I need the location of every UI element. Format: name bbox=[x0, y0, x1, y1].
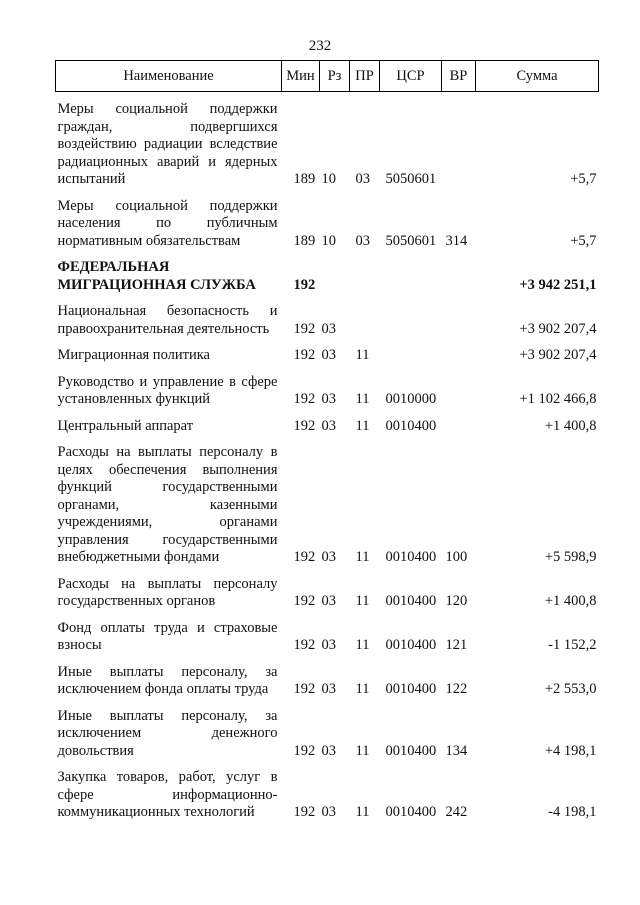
cell-rz: 10 bbox=[321, 171, 336, 187]
cell-name: Руководство и управление в сфере установленных функций bbox=[57, 373, 278, 407]
cell-csr: 5050601 bbox=[385, 171, 437, 187]
table-row bbox=[56, 303, 599, 338]
cell-rz: 03 bbox=[321, 549, 336, 565]
cell-name: Иные выплаты персоналу, за исключением фонда оплаты труда bbox=[57, 663, 278, 697]
cell-pr: 11 bbox=[355, 742, 370, 759]
cell-min: 192 bbox=[293, 276, 316, 293]
header-rz: Рз bbox=[320, 61, 350, 92]
row-spacer bbox=[56, 294, 599, 303]
cell-vr bbox=[442, 418, 476, 436]
cell-csr: 0010400 bbox=[385, 742, 437, 759]
row-spacer-cell bbox=[56, 189, 599, 198]
cell-vr bbox=[442, 259, 476, 294]
cell-pr: 11 bbox=[355, 593, 370, 609]
row-spacer-cell bbox=[56, 435, 599, 444]
row-spacer-cell bbox=[56, 699, 599, 708]
cell-min: 192 bbox=[293, 320, 316, 337]
cell-sum: +3 902 207,4 bbox=[519, 320, 597, 337]
cell-name: Фонд оплаты труда и страховые взносы bbox=[57, 619, 278, 653]
table-row bbox=[56, 374, 599, 409]
row-spacer bbox=[56, 365, 599, 374]
cell-name: Национальная безопасность и правоохранительная деятельность bbox=[57, 303, 278, 337]
cell-pr: 03 bbox=[355, 232, 370, 249]
budget-table bbox=[55, 60, 599, 822]
row-spacer-cell bbox=[56, 92, 599, 102]
table-row bbox=[56, 769, 599, 822]
row-spacer bbox=[56, 699, 599, 708]
cell-rz: 03 bbox=[321, 637, 336, 653]
cell-csr bbox=[380, 303, 442, 338]
cell-sum: +1 102 466,8 bbox=[519, 391, 597, 407]
row-spacer bbox=[56, 92, 599, 102]
cell-min: 189 bbox=[293, 232, 316, 249]
cell-vr bbox=[442, 347, 476, 365]
cell-pr: 11 bbox=[355, 391, 370, 407]
cell-pr: 11 bbox=[355, 417, 370, 434]
cell-sum: +5 598,9 bbox=[544, 549, 597, 565]
cell-vr: 122 bbox=[445, 681, 468, 697]
cell-min: 192 bbox=[293, 681, 316, 697]
cell-vr: 242 bbox=[445, 804, 468, 820]
cell-name: Меры социальной поддержки населения по публичным нормативным обязательствам bbox=[57, 197, 278, 249]
cell-rz: 03 bbox=[321, 593, 336, 609]
cell-sum: -1 152,2 bbox=[548, 637, 597, 653]
cell-vr: 134 bbox=[445, 742, 468, 759]
cell-sum: +5,7 bbox=[570, 171, 597, 187]
table-row bbox=[56, 101, 599, 189]
cell-pr: 11 bbox=[355, 637, 370, 653]
table-row bbox=[56, 347, 599, 365]
cell-rz: 03 bbox=[321, 681, 336, 697]
row-spacer bbox=[56, 409, 599, 418]
row-spacer-cell bbox=[56, 567, 599, 576]
cell-csr: 0010400 bbox=[385, 804, 437, 820]
row-spacer bbox=[56, 189, 599, 198]
cell-csr bbox=[380, 347, 442, 365]
cell-rz: 10 bbox=[321, 232, 336, 249]
cell-vr bbox=[442, 303, 476, 338]
cell-min: 192 bbox=[293, 637, 316, 653]
cell-vr bbox=[442, 374, 476, 409]
header-sum: Сумма bbox=[476, 61, 599, 92]
cell-sum: +2 553,0 bbox=[544, 681, 597, 697]
cell-rz bbox=[320, 259, 350, 294]
row-spacer-cell bbox=[56, 250, 599, 259]
cell-vr: 100 bbox=[445, 549, 468, 565]
cell-min: 192 bbox=[293, 742, 316, 759]
cell-sum: +1 400,8 bbox=[544, 417, 597, 434]
cell-pr: 11 bbox=[355, 804, 370, 820]
row-spacer-cell bbox=[56, 655, 599, 664]
cell-vr: 120 bbox=[445, 593, 468, 609]
row-spacer bbox=[56, 338, 599, 347]
cell-pr: 11 bbox=[355, 347, 370, 363]
cell-min: 189 bbox=[293, 171, 316, 187]
cell-name: Миграционная политика bbox=[57, 347, 210, 363]
cell-pr bbox=[350, 259, 380, 294]
cell-vr: 121 bbox=[445, 637, 468, 653]
cell-csr: 0010000 bbox=[385, 391, 437, 407]
cell-sum: +4 198,1 bbox=[544, 742, 597, 759]
cell-pr: 11 bbox=[355, 681, 370, 697]
cell-rz: 03 bbox=[321, 320, 336, 337]
row-spacer-cell bbox=[56, 611, 599, 620]
row-spacer bbox=[56, 655, 599, 664]
cell-csr: 0010400 bbox=[385, 593, 437, 609]
cell-csr: 0010400 bbox=[385, 417, 437, 434]
cell-pr bbox=[350, 303, 380, 338]
cell-name: Центральный аппарат bbox=[57, 417, 194, 434]
row-spacer bbox=[56, 611, 599, 620]
cell-vr: 314 bbox=[445, 232, 468, 249]
cell-rz: 03 bbox=[321, 742, 336, 759]
row-spacer bbox=[56, 435, 599, 444]
row-spacer-cell bbox=[56, 338, 599, 347]
table-row bbox=[56, 708, 599, 761]
cell-name: Меры социальной поддержки граждан, подвергшихся воздействию радиации вследствие радиационных аварий и ядерных испытаний bbox=[57, 101, 278, 187]
row-spacer bbox=[56, 567, 599, 576]
table-row bbox=[56, 418, 599, 436]
cell-pr: 11 bbox=[355, 549, 370, 565]
header-pr: ПР bbox=[350, 61, 380, 92]
cell-name: Расходы на выплаты персоналу в целях обеспечения выполнения функций государственными органами, казенными учреждениями, органами управления государственными внебюджетными фондами bbox=[57, 444, 278, 565]
row-spacer bbox=[56, 250, 599, 259]
cell-name: Закупка товаров, работ, услуг в сфере информационно-коммуникационных технологий bbox=[57, 769, 278, 820]
cell-name: ФЕДЕРАЛЬНАЯ МИГРАЦИОННАЯ СЛУЖБА bbox=[57, 259, 256, 293]
cell-vr bbox=[442, 101, 476, 189]
table-row bbox=[56, 198, 599, 251]
header-vr: ВР bbox=[442, 61, 476, 92]
table-row bbox=[56, 259, 599, 294]
table-row bbox=[56, 664, 599, 699]
cell-min: 192 bbox=[293, 391, 316, 407]
cell-min: 192 bbox=[293, 804, 316, 820]
table-header bbox=[56, 61, 599, 92]
header-name: Наименование bbox=[56, 61, 282, 92]
page-number: 232 bbox=[308, 38, 332, 54]
cell-csr: 5050601 bbox=[385, 232, 437, 249]
cell-pr: 03 bbox=[355, 171, 370, 187]
header-csr: ЦСР bbox=[380, 61, 442, 92]
cell-rz: 03 bbox=[321, 417, 336, 434]
cell-sum: +1 400,8 bbox=[544, 593, 597, 609]
table-row bbox=[56, 576, 599, 611]
cell-min: 192 bbox=[293, 347, 316, 363]
row-spacer-cell bbox=[56, 365, 599, 374]
row-spacer-cell bbox=[56, 294, 599, 303]
cell-sum: +3 942 251,1 bbox=[519, 276, 597, 293]
header-min: Мин bbox=[282, 61, 320, 92]
cell-name: Расходы на выплаты персоналу государственных органов bbox=[57, 575, 278, 609]
cell-min: 192 bbox=[293, 593, 316, 609]
row-spacer-cell bbox=[56, 760, 599, 769]
row-spacer-cell bbox=[56, 409, 599, 418]
cell-csr: 0010400 bbox=[385, 681, 437, 697]
cell-csr bbox=[380, 259, 442, 294]
cell-name: Иные выплаты персоналу, за исключением денежного довольствия bbox=[57, 707, 278, 759]
cell-rz: 03 bbox=[321, 391, 336, 407]
cell-rz: 03 bbox=[321, 347, 336, 363]
table-row bbox=[56, 444, 599, 567]
cell-sum: +5,7 bbox=[570, 232, 597, 249]
table-row bbox=[56, 620, 599, 655]
cell-csr: 0010400 bbox=[385, 637, 437, 653]
cell-min: 192 bbox=[293, 417, 316, 434]
cell-min: 192 bbox=[293, 549, 316, 565]
table-body bbox=[56, 92, 599, 822]
cell-csr: 0010400 bbox=[385, 549, 437, 565]
cell-sum: +3 902 207,4 bbox=[519, 347, 597, 363]
row-spacer bbox=[56, 760, 599, 769]
cell-sum: -4 198,1 bbox=[548, 804, 597, 820]
cell-rz: 03 bbox=[321, 804, 336, 820]
